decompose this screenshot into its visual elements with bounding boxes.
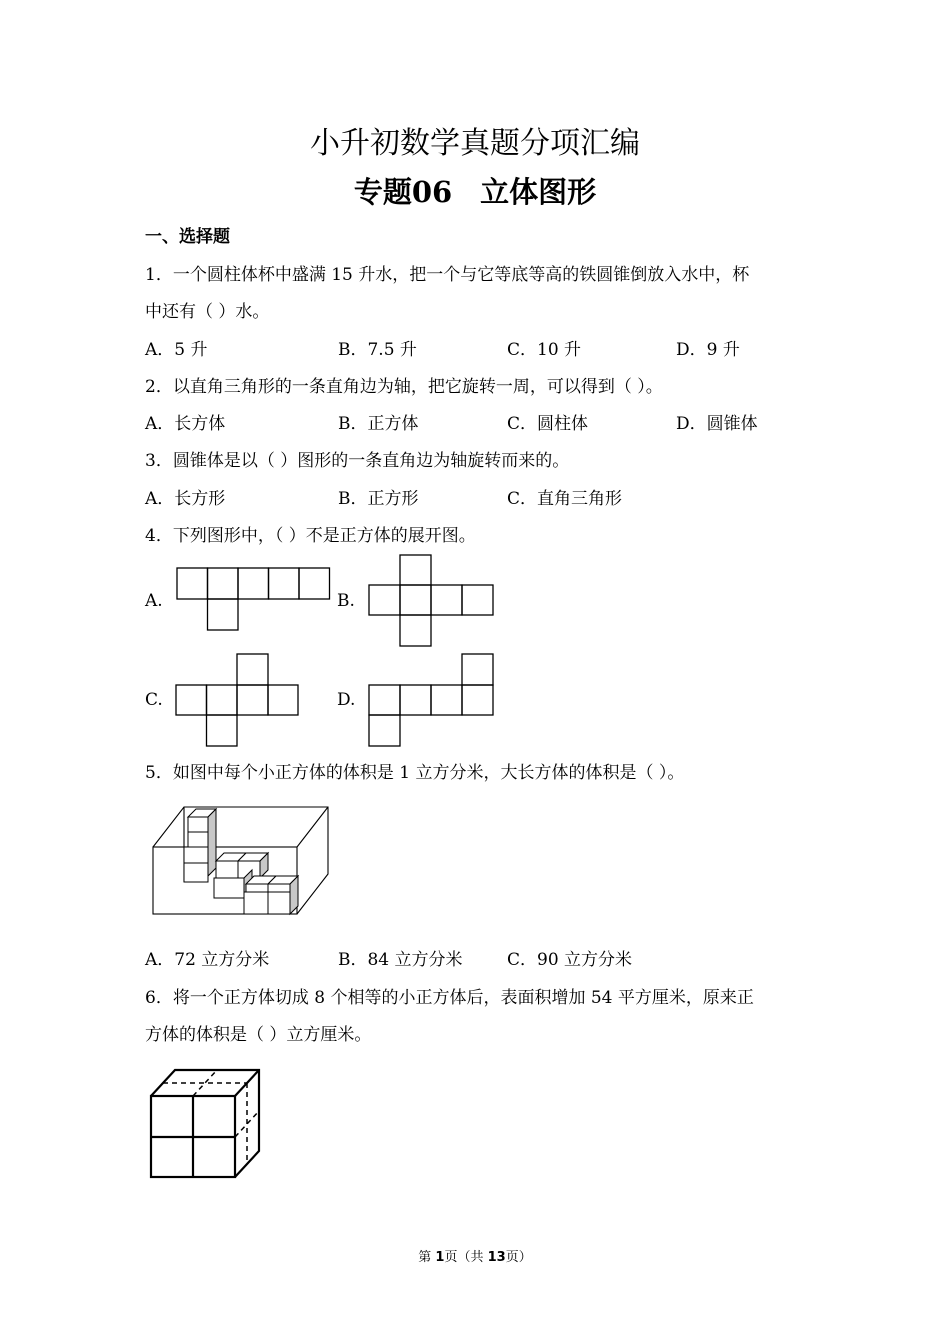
question-1-line-2: 中还有（ ）水。	[145, 302, 270, 322]
q1-option-c: C．10 升	[507, 340, 582, 360]
q3-option-a: A．长方形	[145, 489, 226, 509]
question-2-line-1: 2．以直角三角形的一条直角边为轴，把它旋转一周，可以得到（ ）。	[145, 377, 663, 397]
q5-option-a: A．72 立方分米	[145, 950, 270, 970]
current-page-number: 1	[435, 1250, 445, 1265]
q1-option-b: B．7.5 升	[338, 340, 417, 360]
q2-option-d: D．圆锥体	[676, 414, 758, 434]
net-b-label: B.	[337, 591, 355, 611]
q5-option-c: C．90 立方分米	[507, 950, 633, 970]
total-pages: 13	[487, 1250, 506, 1265]
document-title: 小升初数学真题分项汇编	[310, 126, 640, 161]
question-4-line-1: 4．下列图形中，（ ）不是正方体的展开图。	[145, 526, 476, 546]
question-1-line-1: 1．一个圆柱体杯中盛满 15 升水，把一个与它等底等高的铁圆锥倒放入水中，杯	[145, 265, 750, 285]
q5-option-b: B．84 立方分米	[338, 950, 463, 970]
question-6-line-1: 6．将一个正方体切成 8 个相等的小正方体后，表面积增加 54 平方厘米，原来正	[145, 988, 754, 1008]
page-footer: 第 1页（共 13页）	[418, 1250, 532, 1265]
question-3-line-1: 3．圆锥体是以（ ）图形的一条直角边为轴旋转而来的。	[145, 451, 570, 471]
q1-option-a: A．5 升	[145, 340, 208, 360]
question-5-line-1: 5．如图中每个小正方体的体积是 1 立方分米，大长方体的体积是（ ）。	[145, 763, 685, 783]
net-c-label: C.	[145, 690, 163, 710]
section-heading: 一、选择题	[145, 227, 230, 247]
q3-option-b: B．正方形	[338, 489, 419, 509]
q3-option-c: C．直角三角形	[507, 489, 623, 509]
topic-number: 专题06	[353, 175, 453, 209]
q2-option-a: A．长方体	[145, 414, 226, 434]
q1-option-d: D．9 升	[676, 340, 740, 360]
q2-option-b: B．正方体	[338, 414, 419, 434]
net-d-label: D.	[337, 690, 356, 710]
topic-name: 立体图形	[480, 175, 597, 209]
q2-option-c: C．圆柱体	[507, 414, 589, 434]
net-a-label: A.	[145, 591, 163, 611]
question-6-line-2: 方体的体积是（ ）立方厘米。	[145, 1025, 372, 1045]
